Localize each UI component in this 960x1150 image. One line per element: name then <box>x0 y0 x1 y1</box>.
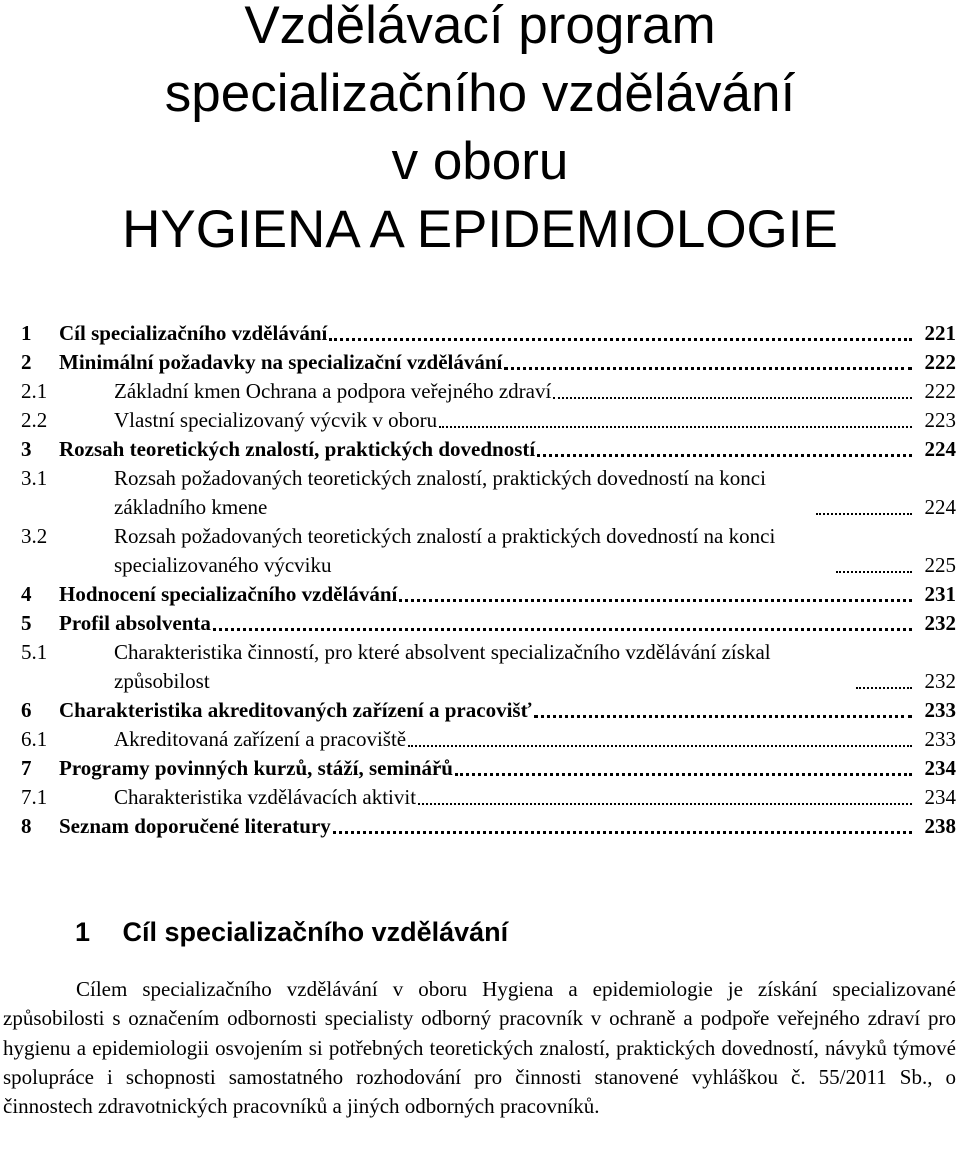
toc-entry-page: 224 <box>924 437 956 461</box>
toc-entry-page: 232 <box>924 611 956 635</box>
toc-entry[interactable] <box>21 377 956 406</box>
toc-entry-title: Cíl specializačního vzdělávání <box>59 321 328 345</box>
toc-leader-dots <box>504 367 912 370</box>
toc-entry-title: Profil absolventa <box>59 611 211 635</box>
toc-entry-page: 233 <box>924 698 956 722</box>
toc-entry-number: 6.1 <box>21 727 48 751</box>
section-paragraph: Cílem specializačního vzdělávání v oboru Hygiena a epidemiologie je získání specializované způsobilosti s označením odbornosti specialisty odborný pracovník v ochraně a podpoře veřejného zdraví pro hygienu a epidemiologii osvojením si potřebných teoretických znalostí, praktických dovedností, návyků týmové spolupráce i schopnosti samostatného rozhodování pro činnosti stanovené vyhláškou č. 55/2011 Sb., o činnostech zdravotnických pracovníků a jiných odborných pracovníků. <box>3 977 956 1119</box>
title-line-4: HYGIENA A EPIDEMIOLOGIE <box>122 200 838 259</box>
toc-leader-dots <box>537 454 912 457</box>
toc-entry[interactable] <box>21 812 956 841</box>
toc-entry-number: 5 <box>21 611 32 635</box>
toc-entry-page: 234 <box>924 785 956 809</box>
toc-entry-number: 7.1 <box>21 785 48 809</box>
toc-leader-dots <box>418 803 912 805</box>
toc-entry-title: Rozsah požadovaných teoretických znalostí, praktických dovedností na konci základního kmene <box>114 466 766 519</box>
toc-leader-dots <box>553 397 912 399</box>
toc-entry-title: Akreditovaná zařízení a pracoviště <box>114 727 407 751</box>
title-line-1: Vzdělávací program <box>244 0 716 55</box>
toc-entry-page: 234 <box>924 756 956 780</box>
toc-leader-dots <box>399 599 912 602</box>
toc-entry-number: 4 <box>21 582 32 606</box>
toc-leader-dots <box>408 745 912 747</box>
toc-entry[interactable] <box>21 754 956 783</box>
toc-entry-title: Minimální požadavky na specializační vzdělávání <box>59 350 503 374</box>
toc-entry[interactable] <box>21 435 956 464</box>
toc-entry-number: 7 <box>21 756 32 780</box>
toc-entry-page: 238 <box>924 814 956 838</box>
toc-entry[interactable] <box>21 638 956 696</box>
document-title <box>0 0 960 264</box>
toc-entry[interactable] <box>21 464 956 522</box>
toc-entry[interactable] <box>21 609 956 638</box>
toc-entry-title: Rozsah požadovaných teoretických znalostí a praktických dovedností na konci specializovaného výcviku <box>114 524 776 577</box>
toc-leader-dots <box>333 831 912 834</box>
toc-entry-title: Rozsah teoretických znalostí, praktických dovedností <box>59 437 536 461</box>
toc-entry-number: 2 <box>21 350 32 374</box>
toc-entry-page: 225 <box>924 553 956 577</box>
toc-entry-number: 8 <box>21 814 32 838</box>
toc-entry[interactable] <box>21 522 956 580</box>
title-line-2: specializačního vzdělávání <box>164 64 796 123</box>
toc-leader-dots <box>439 426 912 428</box>
title-line-3: v oboru <box>391 132 569 191</box>
toc-entry[interactable] <box>21 725 956 754</box>
toc-leader-dots <box>213 628 912 631</box>
toc-entry-number: 3.1 <box>21 466 48 490</box>
toc-leader-dots <box>836 571 912 573</box>
toc-entry-number: 3 <box>21 437 32 461</box>
toc-entry-page: 233 <box>924 727 956 751</box>
toc-entry-number: 1 <box>21 321 32 345</box>
toc-entry-page: 222 <box>924 350 956 374</box>
toc-leader-dots <box>816 513 912 515</box>
toc-entry-number: 5.1 <box>21 640 48 664</box>
toc-entry-number: 3.2 <box>21 524 48 548</box>
table-of-contents <box>21 319 956 841</box>
section-title: Cíl specializačního vzdělávání <box>122 917 509 947</box>
toc-leader-dots <box>329 338 912 341</box>
toc-entry-title: Programy povinných kurzů, stáží, seminářů <box>59 756 453 780</box>
toc-entry-title: Charakteristika akreditovaných zařízení a pracovišť <box>59 698 532 722</box>
section-heading <box>75 912 508 952</box>
toc-leader-dots <box>455 773 912 776</box>
toc-entry-page: 221 <box>924 321 956 345</box>
toc-entry-title: Charakteristika vzdělávacích aktivit <box>114 785 417 809</box>
toc-entry-page: 222 <box>924 379 956 403</box>
toc-entry-title: Charakteristika činností, pro které absolvent specializačního vzdělávání získal způsobilost <box>114 640 771 693</box>
toc-entry-page: 224 <box>924 495 956 519</box>
toc-entry[interactable] <box>21 319 956 348</box>
toc-entry-title: Základní kmen Ochrana a podpora veřejného zdraví <box>114 379 552 403</box>
toc-entry-title: Seznam doporučené literatury <box>59 814 331 838</box>
toc-entry[interactable] <box>21 348 956 377</box>
toc-entry-number: 2.1 <box>21 379 48 403</box>
toc-entry-title: Hodnocení specializačního vzdělávání <box>59 582 398 606</box>
toc-entry[interactable] <box>21 406 956 435</box>
toc-entry-number: 2.2 <box>21 408 48 432</box>
toc-entry[interactable] <box>21 696 956 725</box>
toc-entry-page: 223 <box>924 408 956 432</box>
section-number: 1 <box>75 917 91 947</box>
toc-entry-page: 231 <box>924 582 956 606</box>
toc-entry-title: Vlastní specializovaný výcvik v oboru <box>114 408 438 432</box>
toc-leader-dots <box>856 687 912 689</box>
toc-entry-page: 232 <box>924 669 956 693</box>
toc-entry[interactable] <box>21 783 956 812</box>
toc-entry[interactable] <box>21 580 956 609</box>
toc-entry-number: 6 <box>21 698 32 722</box>
toc-leader-dots <box>534 715 912 718</box>
